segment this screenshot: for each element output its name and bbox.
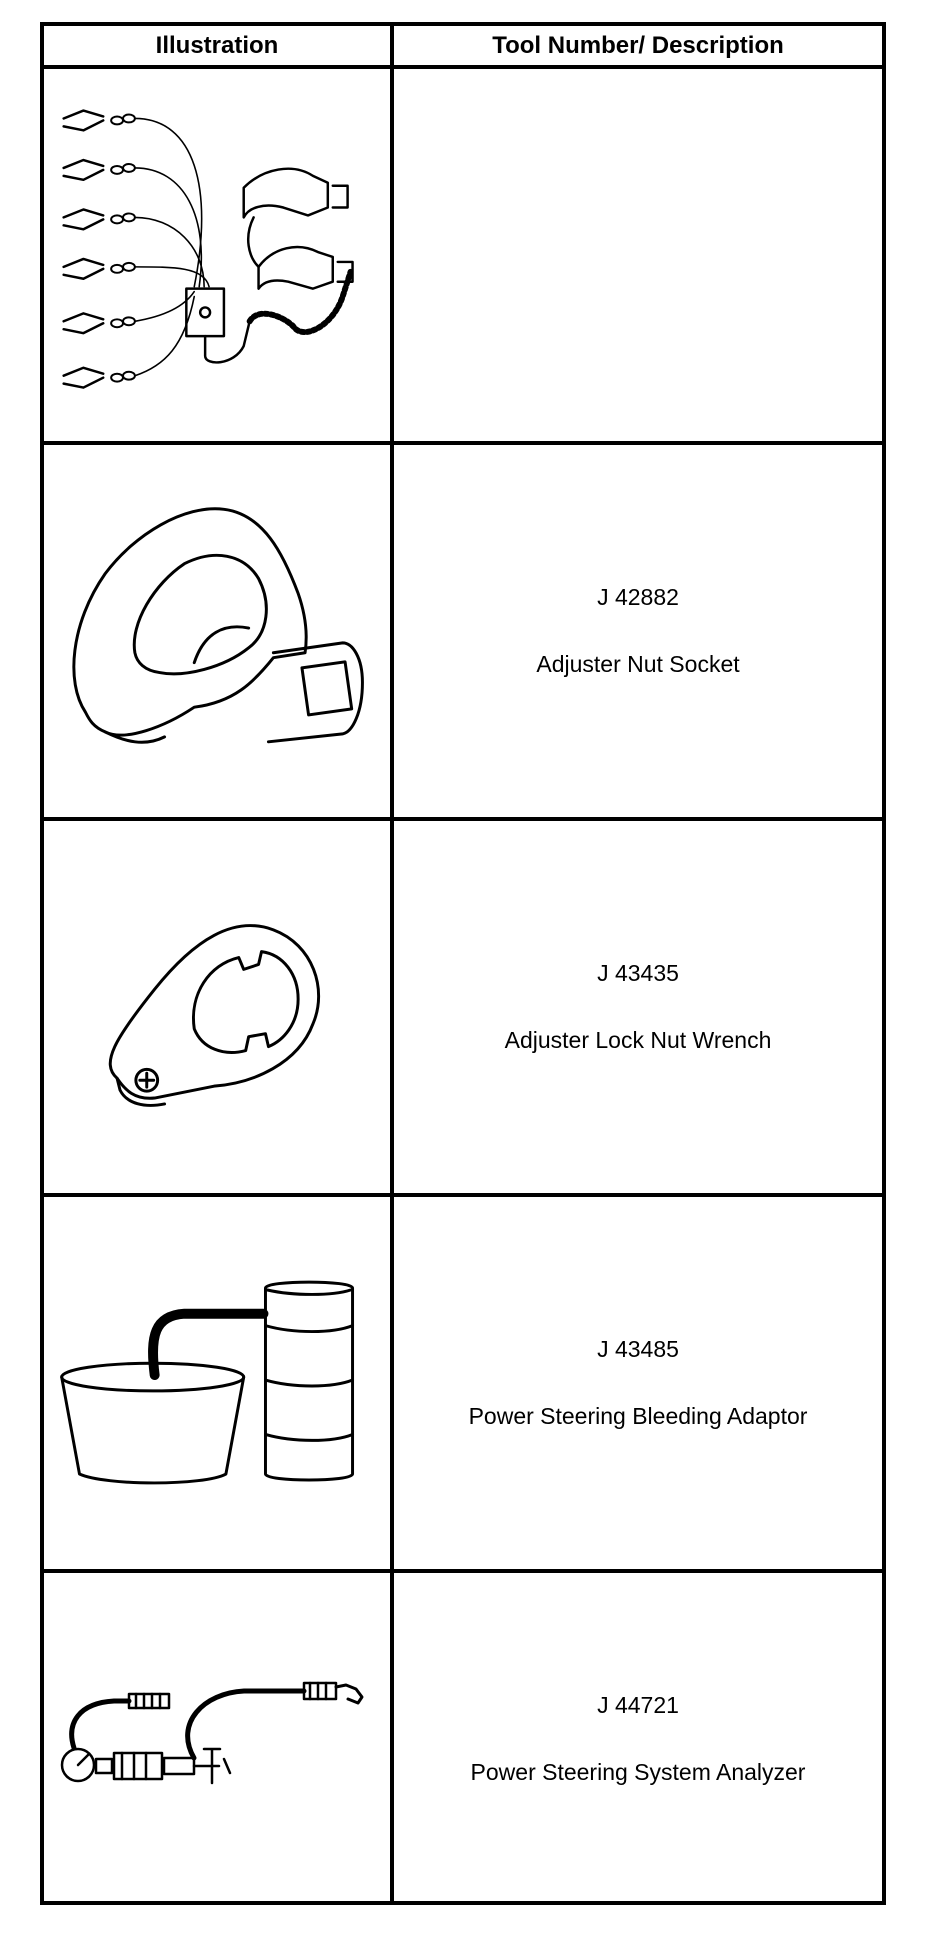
tool-name: Adjuster Nut Socket [536,651,740,677]
table-row [44,821,882,1197]
tool-description-cell [394,69,882,441]
lock-nut-wrench-icon [44,821,390,1193]
tool-name: Power Steering Bleeding Adaptor [468,1403,808,1429]
table-row [44,69,882,445]
tool-description-cell [394,445,882,817]
header-illustration: Illustration [155,32,279,59]
header-tool-number: Tool Number/ Description [492,32,784,59]
tool-number: J 42882 [597,584,679,610]
tool-table [40,22,886,1905]
system-analyzer-icon [44,1573,390,1905]
table-row [44,445,882,821]
tool-description-cell [394,1197,882,1569]
tool-description-cell [394,1573,882,1905]
table-header [44,26,882,69]
adjuster-nut-socket-icon [44,445,390,817]
wire-harness-adapter-icon [44,69,390,441]
tool-name: Adjuster Lock Nut Wrench [504,1027,772,1053]
tool-description-cell [394,821,882,1193]
table-row [44,1197,882,1573]
bleeding-adaptor-icon [44,1197,390,1569]
tool-number: J 43485 [597,1336,679,1362]
tool-name: Power Steering System Analyzer [470,1759,806,1785]
table-row [44,1573,882,1905]
tool-number: J 44721 [597,1692,679,1718]
tool-number: J 43435 [597,960,679,986]
